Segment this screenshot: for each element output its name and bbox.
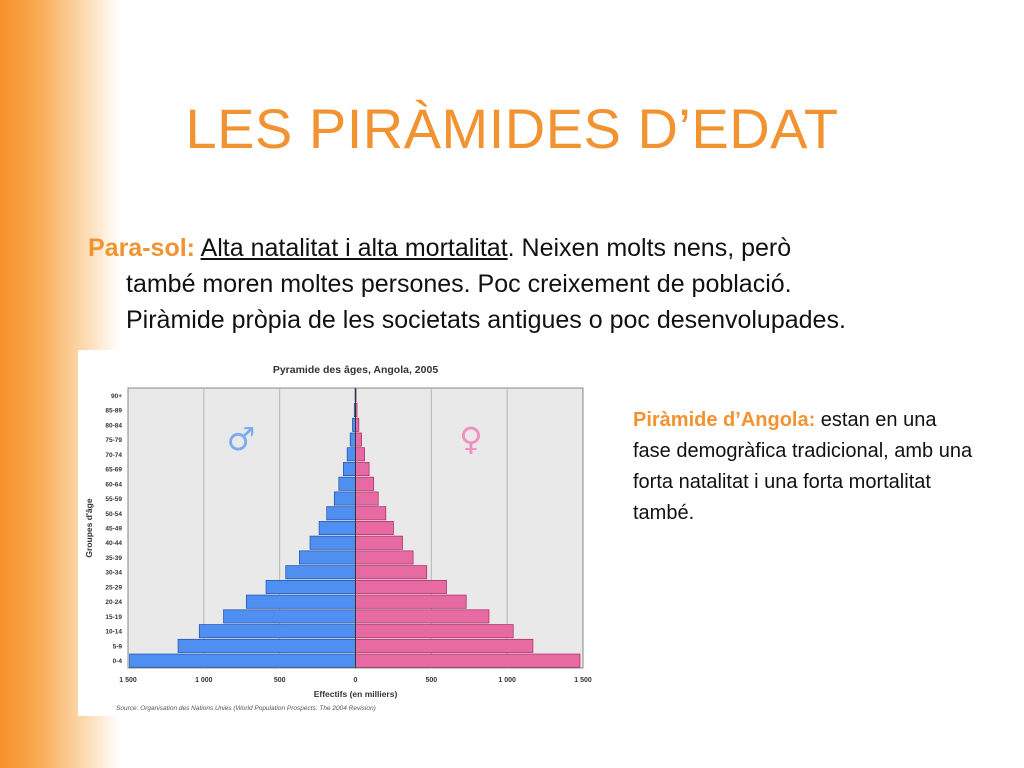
y-tick-label: 35-39 xyxy=(105,554,122,562)
x-tick-label: 0 xyxy=(353,677,358,684)
male-bar xyxy=(224,610,356,623)
x-tick-label: 500 xyxy=(273,677,286,684)
female-symbol-icon: ♀ xyxy=(459,420,483,458)
male-bar xyxy=(350,433,355,446)
female-bar xyxy=(356,610,489,623)
male-bar xyxy=(246,595,355,608)
female-bar xyxy=(356,433,362,446)
intro-line-3: Piràmide pròpia de les societats antigues o poc desenvolupades. xyxy=(126,306,846,334)
intro-paragraph xyxy=(88,230,968,338)
female-bar xyxy=(356,595,467,608)
y-tick-label: 85-89 xyxy=(105,407,122,415)
pyramid-chart-svg xyxy=(78,350,604,716)
y-tick-label: 60-64 xyxy=(105,481,122,489)
y-tick-label: 15-19 xyxy=(105,613,122,621)
female-bar xyxy=(356,462,370,475)
chart-source: Source: Organisation des Nations Unies (World Population Prospects: The 2004 Revision) xyxy=(116,705,376,712)
x-tick-label: 500 xyxy=(425,677,438,684)
male-bar xyxy=(178,639,355,652)
y-tick-label: 70-74 xyxy=(105,451,122,459)
female-bar xyxy=(356,566,427,579)
chart-title: Pyramide des âges, Angola, 2005 xyxy=(272,364,439,376)
male-bar xyxy=(343,462,355,475)
female-bar xyxy=(356,477,374,490)
female-bar xyxy=(356,654,580,667)
male-bar xyxy=(339,477,356,490)
male-bar xyxy=(299,551,355,564)
male-bar xyxy=(310,536,356,549)
male-bar xyxy=(334,492,355,505)
y-tick-label: 25-29 xyxy=(105,584,122,592)
male-bar xyxy=(130,654,356,667)
female-bar xyxy=(356,418,359,431)
female-bar xyxy=(356,625,514,638)
male-bar xyxy=(286,566,356,579)
y-tick-label: 30-34 xyxy=(105,569,122,577)
x-tick-label: 1 000 xyxy=(498,677,516,684)
y-tick-label: 75-79 xyxy=(105,437,122,445)
male-bar xyxy=(199,625,355,638)
y-tick-label: 0-4 xyxy=(112,658,122,666)
note-text: estan en una fase demogràfica tradicional, amb una forta natalitat i una forta mortalitat també. xyxy=(633,409,973,524)
intro-rest-1: . Neixen molts nens, però xyxy=(507,234,792,262)
intro-underlined: Alta natalitat i alta mortalitat xyxy=(200,234,508,262)
y-tick-label: 55-59 xyxy=(105,496,122,504)
male-bar xyxy=(347,448,355,461)
y-tick-label: 50-54 xyxy=(105,510,122,518)
male-bar xyxy=(327,507,356,520)
x-axis-label: Effectifs (en milliers) xyxy=(313,689,398,699)
male-bar xyxy=(319,521,355,534)
y-tick-label: 45-49 xyxy=(105,525,122,533)
female-bar xyxy=(356,536,403,549)
y-tick-label: 5-9 xyxy=(112,643,122,651)
y-axis-label: Groupes d'âge xyxy=(84,498,94,558)
female-bar xyxy=(356,580,447,593)
female-bar xyxy=(356,639,533,652)
y-tick-label: 90+ xyxy=(110,392,122,400)
y-tick-label: 80-84 xyxy=(105,422,122,430)
x-tick-label: 1 500 xyxy=(119,677,137,684)
x-tick-label: 1 500 xyxy=(574,677,592,684)
male-symbol-icon: ♂ xyxy=(226,420,256,458)
y-tick-label: 20-24 xyxy=(105,599,122,607)
intro-line-2: també moren moltes persones. Poc creixement de població. xyxy=(126,270,792,298)
male-bar xyxy=(266,580,355,593)
y-tick-label: 10-14 xyxy=(105,628,122,636)
female-bar xyxy=(356,492,379,505)
angola-note xyxy=(633,405,973,529)
female-bar xyxy=(356,507,386,520)
pyramid-chart xyxy=(78,350,604,716)
female-bar xyxy=(356,551,414,564)
y-tick-label: 65-69 xyxy=(105,466,122,474)
female-bar xyxy=(356,448,365,461)
intro-lead: Para-sol: xyxy=(88,234,195,262)
female-bar xyxy=(356,521,394,534)
y-tick-label: 40-44 xyxy=(105,540,122,548)
x-tick-label: 1 000 xyxy=(195,677,213,684)
note-lead: Piràmide d’Angola: xyxy=(633,409,816,431)
slide-title: LES PIRÀMIDES D’EDAT xyxy=(185,97,839,160)
